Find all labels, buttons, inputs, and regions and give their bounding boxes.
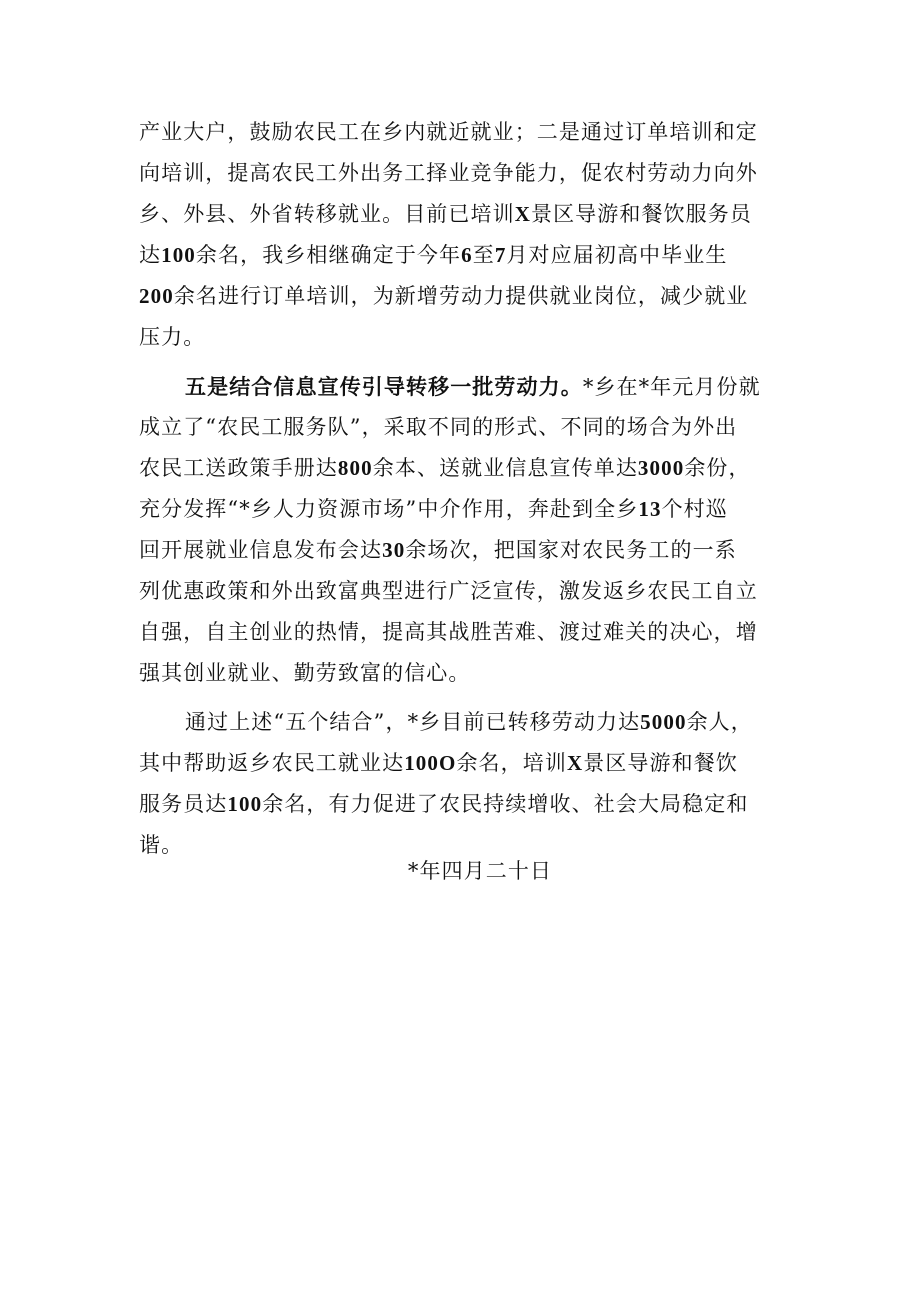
text-line: 达100余名，我乡相继确定于今年6至7月对应届初高中毕业生 bbox=[139, 243, 728, 267]
text-line: 压力。 bbox=[139, 325, 206, 349]
paragraph-3 bbox=[139, 702, 784, 866]
paragraph-heading: 五是结合信息宣传引导转移一批劳动力。 bbox=[185, 374, 583, 399]
paragraph-1 bbox=[139, 112, 784, 358]
text-line: 谐。 bbox=[139, 833, 184, 857]
text-line: 自强，自主创业的热情，提高其战胜苦难、渡过难关的决心，增 bbox=[139, 620, 758, 644]
text-line: 充分发挥“*乡人力资源市场”中介作用，奔赴到全乡13个村巡 bbox=[139, 497, 728, 521]
text-line: 服务员达100余名，有力促进了农民持续增收、社会大局稳定和 bbox=[139, 792, 749, 816]
text-line: 200余名进行订单培训，为新增劳动力提供就业岗位，减少就业 bbox=[139, 284, 749, 308]
text-line: 成立了“农民工服务队”，采取不同的形式、不同的场合为外出 bbox=[139, 415, 738, 439]
text-line: 产业大户，鼓励农民工在乡内就近就业；二是通过订单培训和定 bbox=[139, 120, 758, 144]
text-line: 向培训，提高农民工外出务工择业竞争能力，促农村劳动力向外 bbox=[139, 161, 758, 185]
text-line: 通过上述“五个结合”，*乡目前已转移劳动力达5000余人， bbox=[185, 710, 753, 734]
text-line: 乡、外县、外省转移就业。目前已培训X景区导游和餐饮服务员 bbox=[139, 202, 752, 226]
paragraph-2 bbox=[139, 366, 784, 694]
text-line: 回开展就业信息发布会达30余场次，把国家对农民务工的一系 bbox=[139, 538, 737, 562]
text-line: 农民工送政策手册达800余本、送就业信息宣传单达3000余份， bbox=[139, 456, 751, 480]
text-line: 列优惠政策和外出致富典型进行广泛宣传，激发返乡农民工自立 bbox=[139, 579, 758, 603]
document-body bbox=[139, 112, 784, 866]
document-date: *年四月二十日 bbox=[407, 859, 553, 883]
text-line: 强其创业就业、勤劳致富的信心。 bbox=[139, 661, 471, 685]
text-line: 其中帮助返乡农民工就业达100O余名，培训X景区导游和餐饮 bbox=[139, 751, 738, 775]
text-line: 五是结合信息宣传引导转移一批劳动力。*乡在*年元月份就 bbox=[185, 374, 761, 399]
